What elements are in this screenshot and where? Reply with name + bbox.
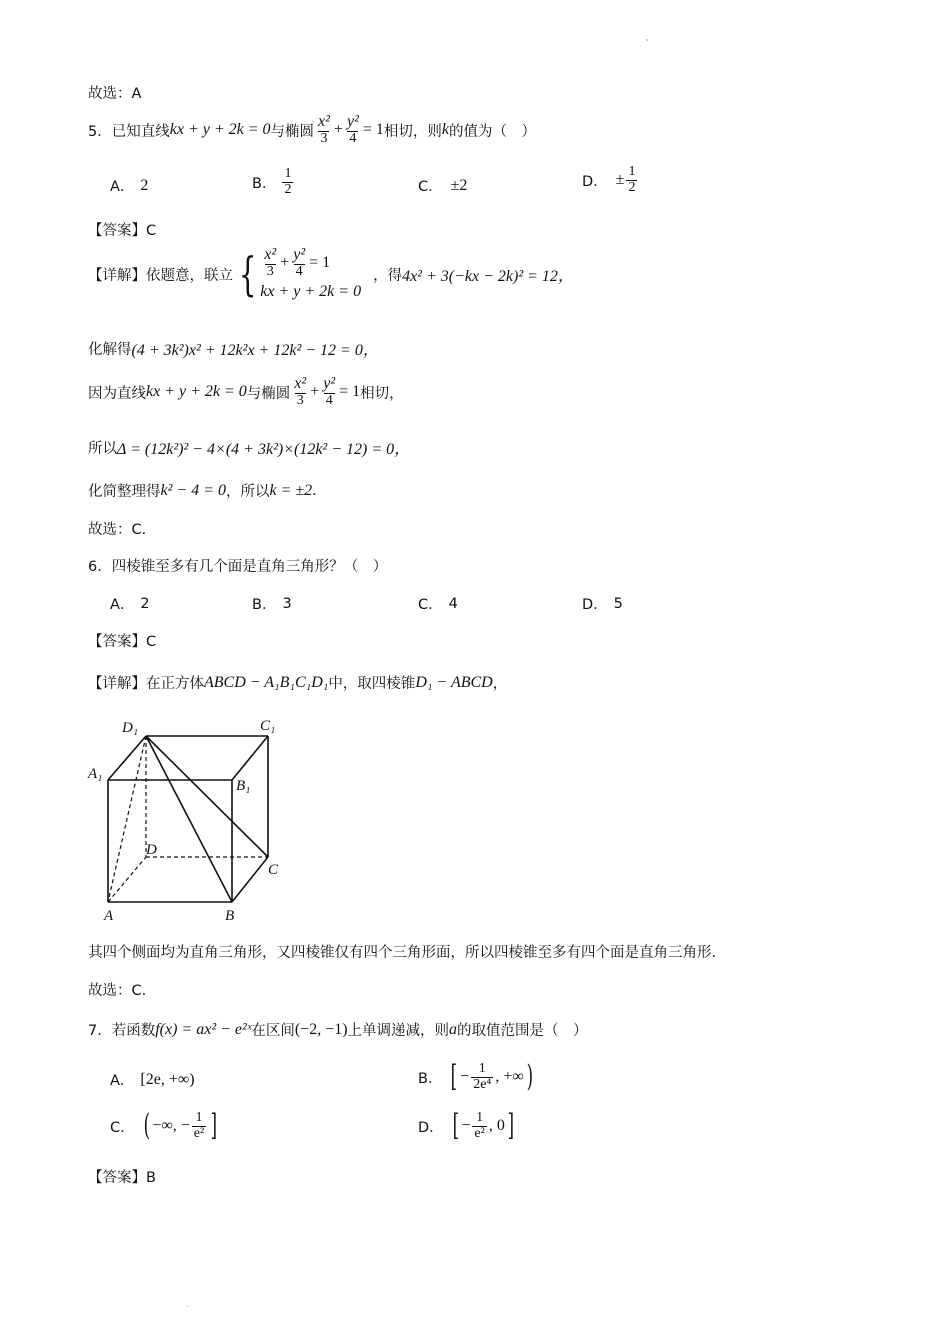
option-label: B． — [252, 175, 277, 192]
q7-stem-c: 上单调递减，则 — [347, 1023, 450, 1039]
edge-d1c — [146, 736, 268, 857]
because-mid: 与椭圆 — [246, 385, 291, 402]
option-label: D． — [582, 173, 608, 190]
line-eq: kx + y + 2k = 0 — [146, 383, 247, 401]
option-fraction: $\frac{1}{\text{2e⁴}}$ — [473, 1061, 492, 1092]
pyramid-name: D₁ − ABCD — [415, 673, 493, 691]
q5-because: 因为直线 kx + y + 2k = 0 与椭圆 $\frac{\text{x²}}{3}$ + $\frac{\text{y²}}{4}$ = 1 相切， — [88, 375, 404, 408]
option-fraction: $\frac{1}{\text{e²}}$ — [193, 1110, 205, 1141]
q7-a: a — [449, 1020, 458, 1038]
q7-stem-a: 若函数 — [111, 1023, 156, 1039]
option-fraction: $\frac{1}{2}$ — [284, 166, 292, 197]
cube-name: ABCD − A₁B₁C₁D₁ — [204, 673, 329, 691]
because-end: 相切， — [360, 385, 404, 402]
detail-a: 在正方体 — [146, 676, 204, 692]
q7-answer: 【答案】B — [88, 1170, 156, 1186]
q6-option-a[interactable] — [110, 593, 150, 614]
q5-number: 5． — [88, 123, 112, 140]
q5-ellipse-rhs: = 1 — [362, 121, 384, 139]
q7-option-b[interactable]: B． [ − $\frac{1}{\text{2e⁴}}$ , +∞ ) — [418, 1059, 533, 1095]
q6-option-b[interactable] — [252, 593, 292, 614]
q5-option-b[interactable] — [252, 167, 295, 197]
q5-option-d[interactable] — [582, 165, 639, 195]
option-label: D． — [582, 597, 608, 613]
q5-ellipse-y: $\frac{\text{y²}}{4}$ — [346, 113, 359, 146]
page-mark: ' — [646, 38, 649, 47]
q6-conclusion: 故选：C. — [88, 983, 147, 999]
so-text: 所以 — [88, 441, 117, 457]
q5-detail — [88, 247, 574, 301]
q6-number: 6． — [88, 559, 112, 575]
label-c1: C₁ — [260, 718, 276, 734]
option-label: C． — [418, 597, 443, 613]
q5-k: k — [441, 121, 450, 139]
edge-d1b — [146, 736, 232, 902]
q7-interval: (−2, −1) — [294, 1020, 348, 1038]
option-text: [2e, +∞) — [140, 1070, 195, 1088]
footer-mark: . — [186, 1300, 189, 1309]
option-fraction: $\frac{1}{\text{e²}}$ — [474, 1110, 485, 1141]
q7-number: 7． — [88, 1023, 112, 1039]
detail-c: ， — [492, 676, 508, 692]
edge-bc — [232, 857, 268, 902]
q5-stem-end: 的值为（ ） — [449, 123, 537, 140]
q7-option-c[interactable]: C． ( −∞, − $\frac{1}{\text{e²}}$ ] — [110, 1108, 218, 1144]
q5-stem: 5． 已知直线 kx + y + 2k = 0 与椭圆 $\frac{\text{x²}}{3}$ + $\frac{\text{y²}}{4}$ = 1 相切，则 k 的值为（ ） — [88, 113, 537, 146]
q6-answer: 【答案】C — [88, 634, 157, 650]
q5-final: 化简整理得 k² − 4 = 0 ，所以 k = ±2 . — [88, 481, 317, 500]
eq-simplified: (4 + 3k²)x² + 12k²x + 12k² − 12 = 0， — [131, 342, 379, 359]
equation-system: $\frac{\text{x²}}{3}$ + $\frac{\text{y²}}{4}$ = 1 kx + y + 2k = 0 — [260, 246, 362, 301]
option-label: C． — [110, 1119, 135, 1136]
final-mid: ，所以 — [226, 484, 270, 500]
option-tail: , 0 — [488, 1117, 505, 1135]
q5-conclusion: 故选：C. — [88, 522, 147, 538]
eq-delta: Δ = (12k²)² − 4×(4 + 3k²)×(12k² − 12) = 0， — [117, 441, 411, 458]
q7-stem-b: 在区间 — [251, 1023, 295, 1039]
option-lead: − — [461, 1117, 471, 1135]
option-text: 5 — [613, 595, 623, 612]
detail-get: ，得 — [373, 267, 403, 284]
option-label: B． — [418, 1070, 443, 1087]
option-text: ±2 — [450, 176, 468, 194]
q7-option-a[interactable] — [110, 1069, 195, 1090]
detail-label: 【详解】 — [88, 676, 146, 692]
q6-detail — [88, 672, 507, 693]
cube-figure — [80, 712, 300, 927]
q6-option-d[interactable] — [582, 593, 623, 614]
option-text: 2 — [140, 595, 150, 612]
option-tail: , +∞ — [495, 1068, 524, 1086]
eq-combined: 4x² + 3(−kx − 2k)² = 12， — [402, 267, 574, 285]
system-brace: { — [238, 247, 257, 302]
q5-option-c[interactable] — [418, 175, 467, 196]
label-d1: D₁ — [122, 720, 139, 736]
option-fraction: $\frac{1}{2}$ — [628, 164, 636, 195]
option-label: D． — [418, 1119, 444, 1136]
detail-label: 【详解】 — [88, 267, 146, 284]
q7-func: f(x) = ax² − e²ˣ — [155, 1020, 252, 1038]
final-text: 化简整理得 — [88, 484, 161, 500]
q5-answer: 【答案】C — [88, 223, 157, 239]
q5-simplify — [88, 337, 379, 360]
detail-intro: 依题意，联立 — [146, 267, 233, 284]
q5-stem-prefix: 已知直线 — [111, 123, 170, 140]
q7-stem — [88, 1019, 588, 1040]
q5-ellipse-x: $\frac{\text{x²}}{3}$ — [318, 113, 330, 146]
edge-a1d1 — [108, 736, 146, 780]
option-pm: ± — [615, 171, 625, 189]
q6-stem-text: 四棱锥至多有几个面是直角三角形？（ ） — [111, 559, 388, 575]
option-lead: −∞, − — [152, 1117, 190, 1135]
q6-stem — [88, 555, 387, 576]
q5-line-eq: kx + y + 2k = 0 — [169, 121, 271, 139]
simplify-text: 化解得 — [88, 342, 132, 358]
q6-explanation: 其四个侧面均为直角三角形，又四棱锥仅有四个三角形面，所以四棱锥至多有四个面是直角三角形. — [88, 945, 717, 961]
option-label: A． — [110, 597, 135, 613]
option-lead: − — [460, 1068, 470, 1086]
q5-stem-mid: 与椭圆 — [270, 123, 315, 140]
eq-k: k = ±2 — [269, 481, 313, 499]
detail-b: 中，取四棱锥 — [328, 676, 416, 692]
option-label: C． — [418, 179, 443, 195]
eq-final: k² − 4 = 0 — [160, 481, 226, 499]
q7-stem-d: 的取值范围是（ ） — [457, 1023, 588, 1039]
label-b: B — [225, 908, 235, 924]
label-d: D — [146, 842, 157, 858]
q5-delta — [88, 436, 410, 459]
option-text: 4 — [448, 595, 458, 612]
edge-b1c1 — [232, 736, 268, 780]
because-text: 因为直线 — [88, 385, 146, 402]
edge-d1a-hidden — [108, 736, 146, 902]
q5-stem-suffix: 相切，则 — [383, 123, 442, 140]
q7-option-d[interactable]: D． [ − $\frac{1}{\text{e²}}$ , 0 ] — [418, 1108, 514, 1144]
option-label: A． — [110, 179, 135, 195]
label-b1: B₁ — [236, 778, 251, 794]
q6-option-c[interactable] — [418, 593, 458, 614]
option-label: A． — [110, 1073, 135, 1089]
option-label: B． — [252, 597, 277, 613]
q5-option-a[interactable] — [110, 175, 148, 196]
label-a: A — [104, 908, 114, 924]
label-c: C — [268, 862, 279, 878]
option-text: 2 — [140, 176, 149, 194]
option-text: 3 — [282, 595, 292, 612]
label-a1: A₁ — [88, 766, 103, 782]
q4-conclusion: 故选：A — [88, 86, 142, 102]
